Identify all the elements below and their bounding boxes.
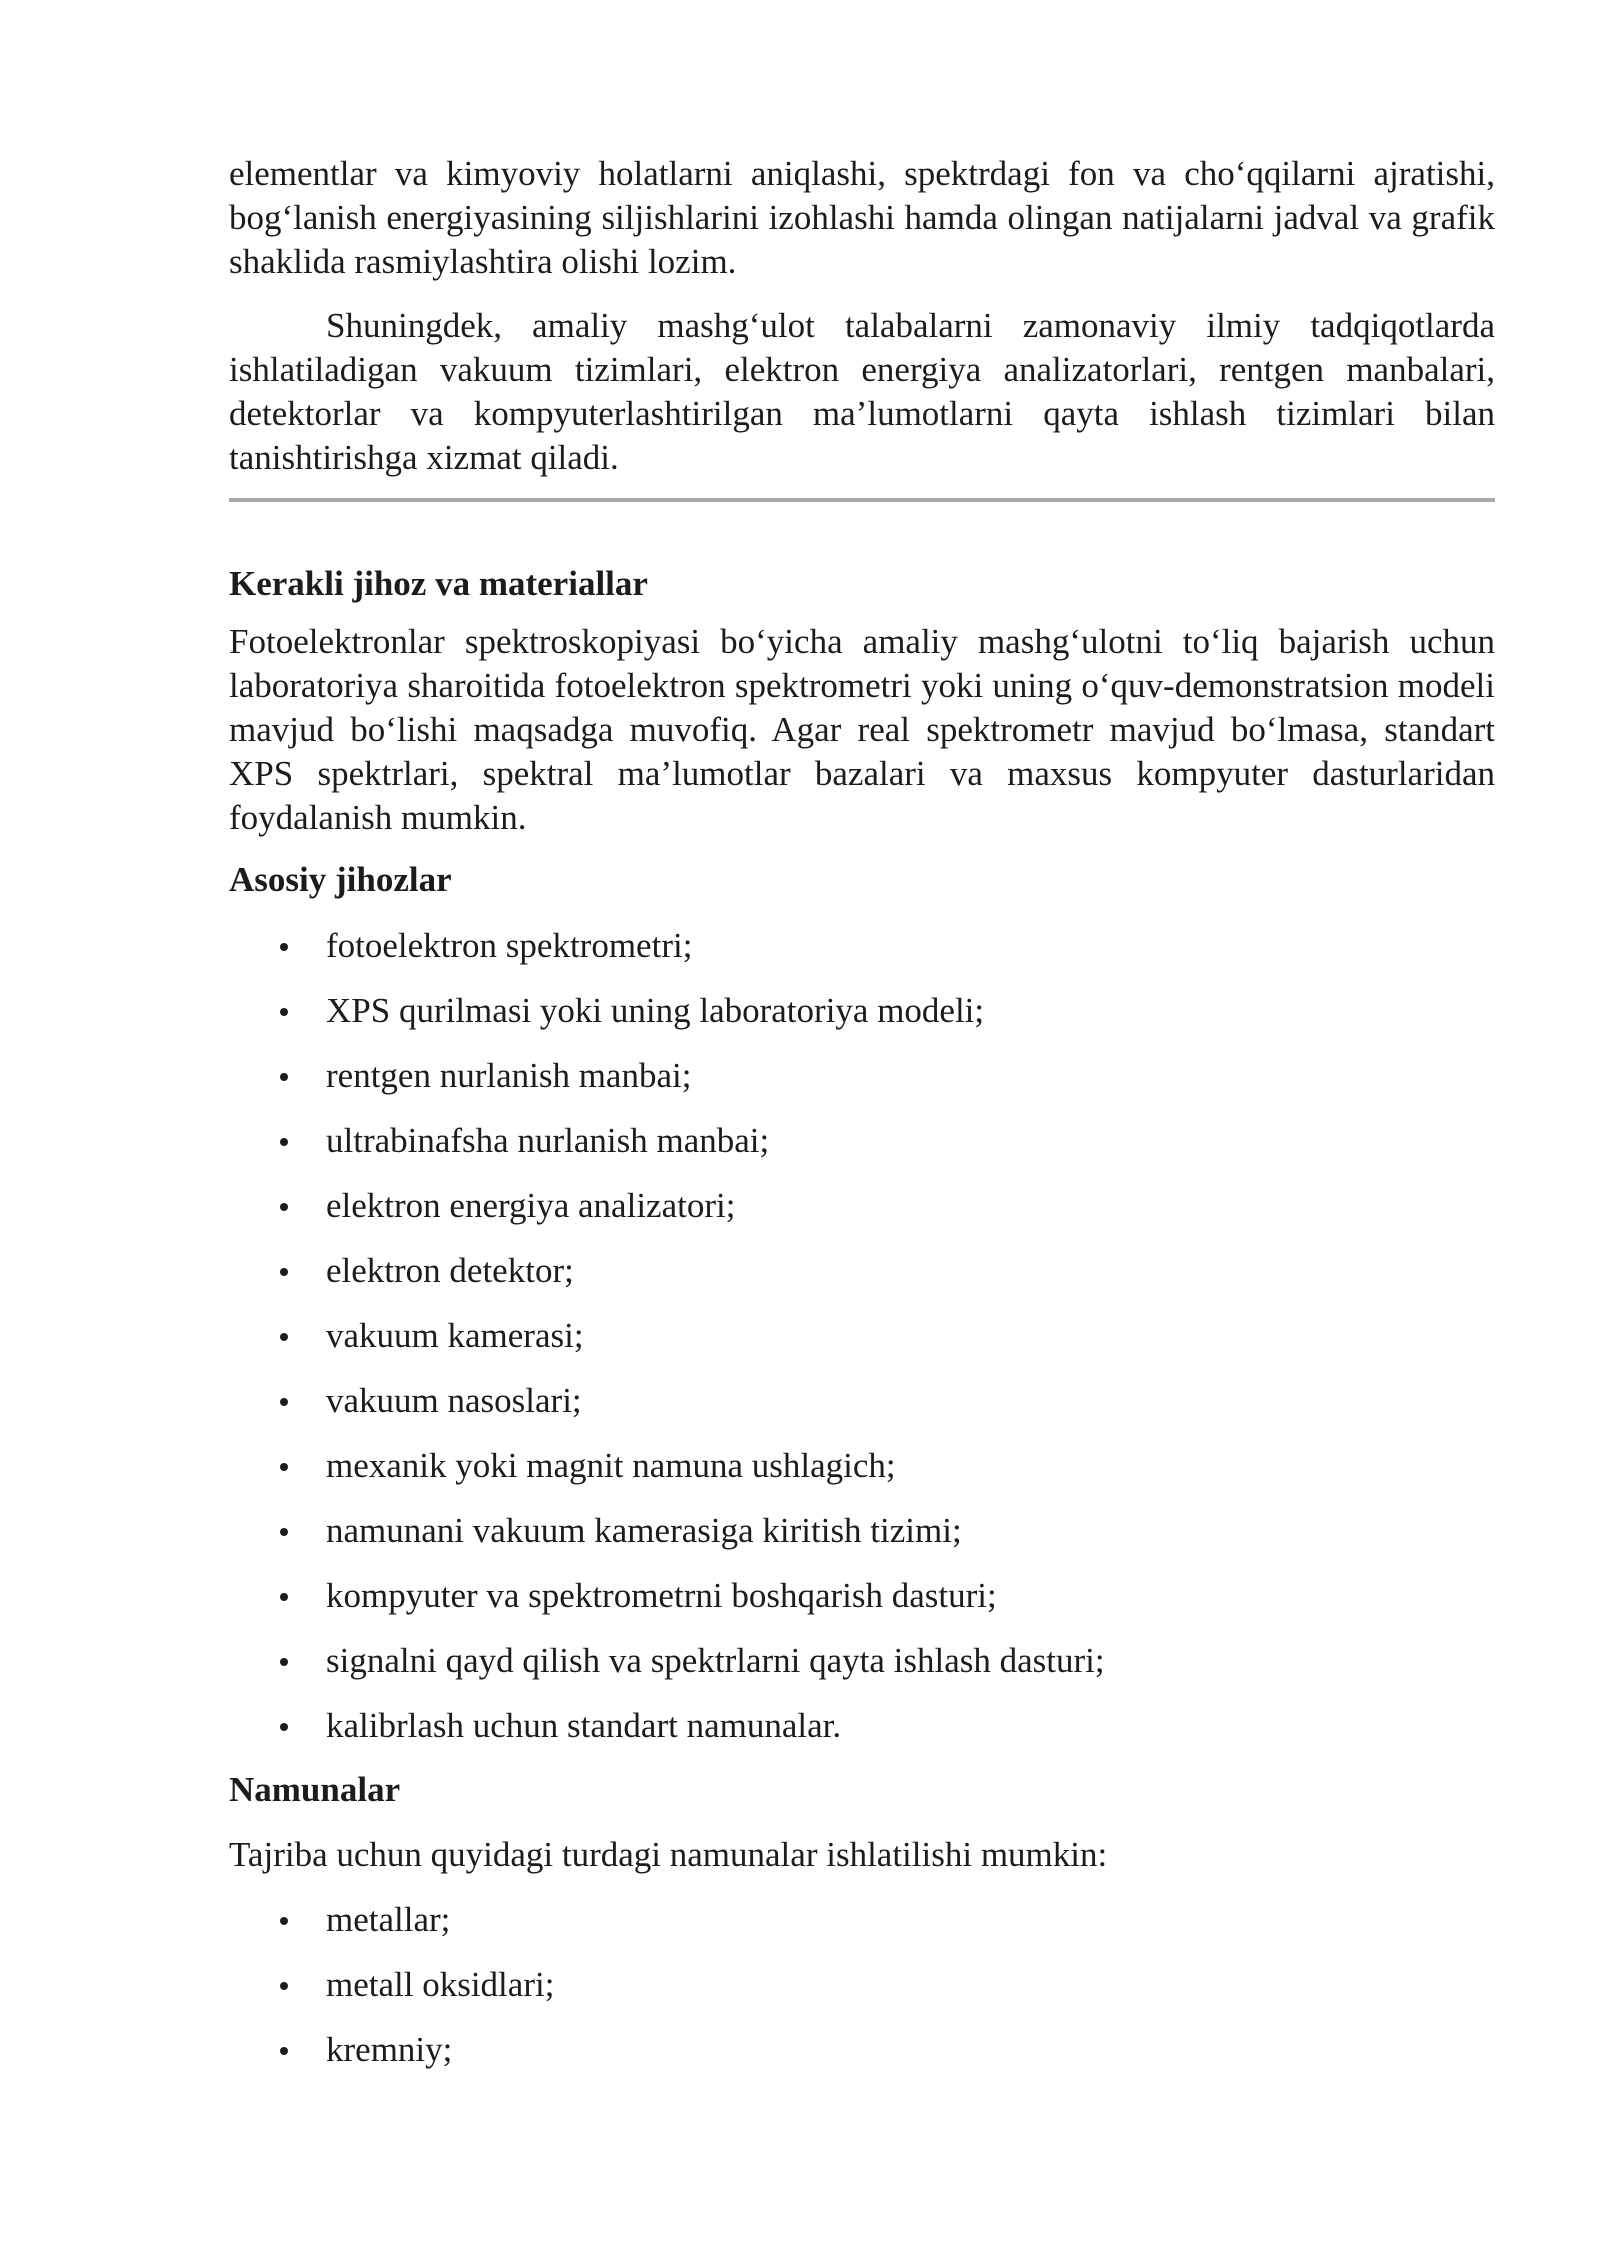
list-item — [229, 1184, 1495, 1228]
bullet-icon — [280, 1917, 288, 1925]
section-divider — [229, 498, 1495, 502]
main-equipment-list — [229, 924, 1495, 1748]
list-item — [229, 1639, 1495, 1683]
bullet-icon — [280, 1463, 288, 1471]
list-item — [229, 1509, 1495, 1553]
bullet-icon — [280, 2047, 288, 2055]
list-item — [229, 1314, 1495, 1358]
list-item-text: namunani vakuum kamerasiga kiritish tizimi; — [326, 1511, 962, 1550]
samples-heading: Namunalar — [229, 1770, 401, 1809]
list-item — [229, 1963, 1495, 2007]
list-item-text: kremniy; — [326, 2030, 453, 2069]
bullet-icon — [280, 1658, 288, 1666]
list-item-text: signalni qayd qilish va spektrlarni qayta ishlash dasturi; — [326, 1641, 1105, 1680]
bullet-icon — [280, 1203, 288, 1211]
list-item — [229, 1574, 1495, 1618]
list-item — [229, 1054, 1495, 1098]
bullet-icon — [280, 1982, 288, 1990]
list-item — [229, 1444, 1495, 1488]
list-item-text: metall oksidlari; — [326, 1965, 555, 2004]
list-item — [229, 924, 1495, 968]
bullet-icon — [280, 1723, 288, 1731]
bullet-icon — [280, 1138, 288, 1146]
list-item-text: elektron energiya analizatori; — [326, 1186, 736, 1225]
list-item-text: vakuum kamerasi; — [326, 1316, 584, 1355]
list-item — [229, 989, 1495, 1033]
list-item-text: vakuum nasoslari; — [326, 1381, 582, 1420]
list-item — [229, 1119, 1495, 1163]
list-item — [229, 1704, 1495, 1748]
list-item-text: kompyuter va spektrometrni boshqarish dasturi; — [326, 1576, 997, 1615]
list-item-text: mexanik yoki magnit namuna ushlagich; — [326, 1446, 896, 1485]
intro-paragraph-2: Shuningdek, amaliy mashg‘ulot talabalarni zamonaviy ilmiy tadqiqotlarda ishlatiladigan vakuum tizimlari, elektron energiya analizatorlari, rentgen manbalari, detektorlar va kompyuterlashtirilgan ma’lumotlarni qayta ishlash tizimlari bilan tanishtirishga xizmat qiladi. — [229, 306, 1495, 477]
document-page — [229, 152, 1495, 2093]
list-item — [229, 1379, 1495, 1423]
bullet-icon — [280, 1398, 288, 1406]
bullet-icon — [280, 1008, 288, 1016]
list-item-text: XPS qurilmasi yoki uning laboratoriya modeli; — [326, 991, 985, 1030]
list-item-text: ultrabinafsha nurlanish manbai; — [326, 1121, 770, 1160]
list-item — [229, 2028, 1495, 2072]
list-item — [229, 1898, 1495, 1942]
bullet-icon — [280, 943, 288, 951]
list-item-text: metallar; — [326, 1900, 451, 1939]
samples-intro: Tajriba uchun quyidagi turdagi namunalar ishlatilishi mumkin: — [229, 1835, 1108, 1874]
samples-list — [229, 1898, 1495, 2072]
list-item — [229, 1249, 1495, 1293]
bullet-icon — [280, 1593, 288, 1601]
list-item-text: rentgen nurlanish manbai; — [326, 1056, 692, 1095]
bullet-icon — [280, 1073, 288, 1081]
list-item-text: fotoelektron spektrometri; — [326, 926, 693, 965]
bullet-icon — [280, 1528, 288, 1536]
main-equipment-heading: Asosiy jihozlar — [229, 860, 452, 899]
list-item-text: kalibrlash uchun standart namunalar. — [326, 1706, 842, 1745]
equipment-section-heading: Kerakli jihoz va materiallar — [229, 564, 648, 603]
equipment-section-paragraph: Fotoelektronlar spektroskopiyasi bo‘yicha amaliy mashg‘ulotni to‘liq bajarish uchun laboratoriya sharoitida fotoelektron spektrometri yoki uning o‘quv-demonstratsion modeli mavjud bo‘lishi maqsadga muvofiq. Agar real spektrometr mavjud bo‘lmasa, standart XPS spektrlari, spektral ma’lumotlar bazalari va maxsus kompyuter dasturlaridan foydalanish mumkin. — [229, 622, 1495, 837]
bullet-icon — [280, 1333, 288, 1341]
bullet-icon — [280, 1268, 288, 1276]
list-item-text: elektron detektor; — [326, 1251, 574, 1290]
intro-paragraph-1: elementlar va kimyoviy holatlarni aniqlashi, spektrdagi fon va cho‘qqilarni ajratishi, bog‘lanish energiyasining siljishlarini izohlashi hamda olingan natijalarni jadval va grafik shaklida rasmiylashtira olishi lozim. — [229, 154, 1495, 281]
